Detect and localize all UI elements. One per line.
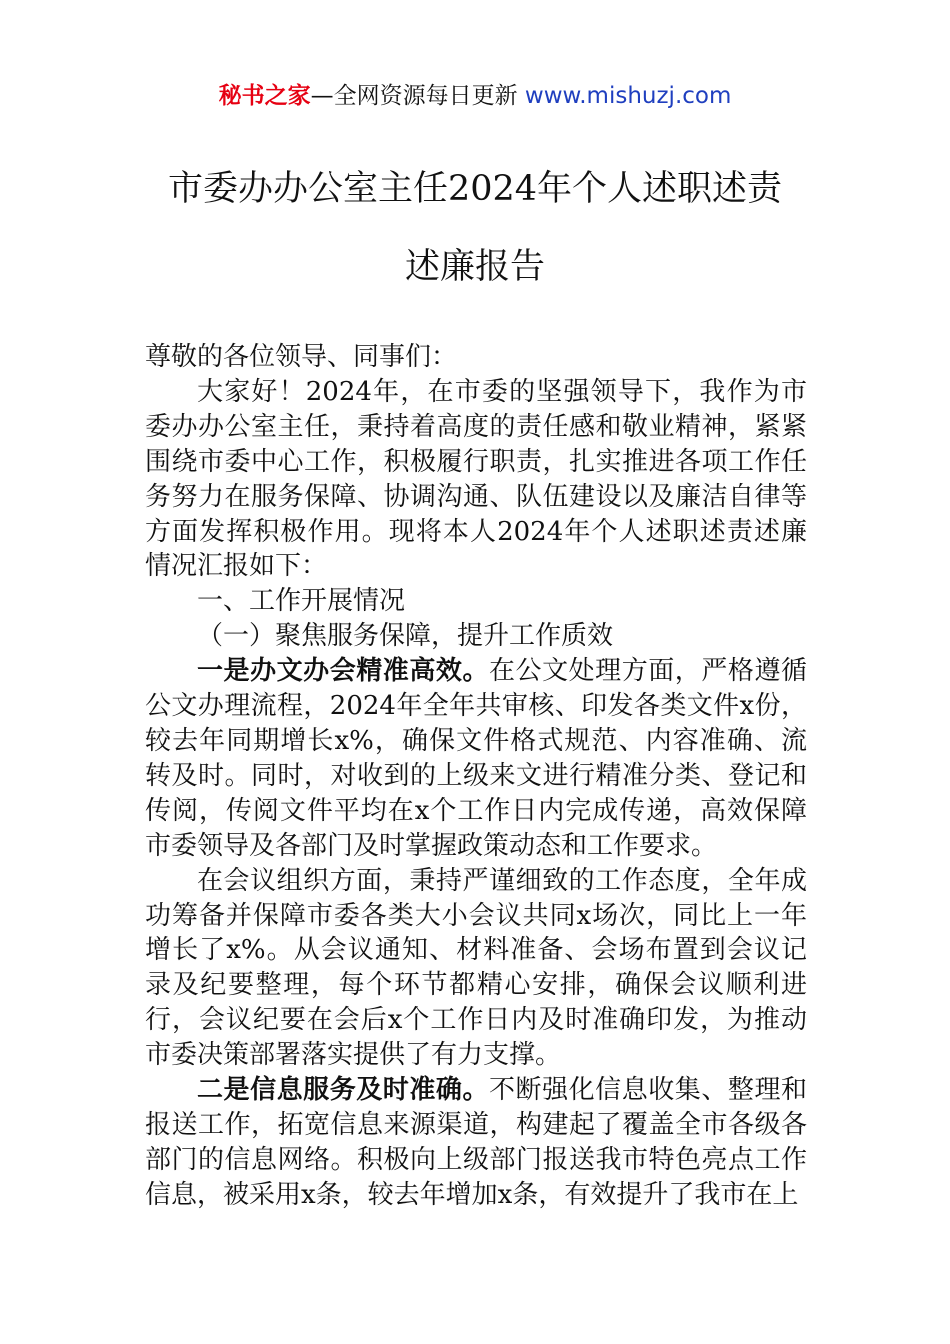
- item2-paragraph: [145, 1073, 807, 1213]
- section-subheading: （一）聚焦服务保障，提升工作质效: [197, 621, 614, 652]
- site-tagline: —全网资源每日更新: [310, 83, 525, 109]
- section-heading: 一、工作开展情况: [197, 586, 406, 617]
- meeting-paragraph: 在会议组织方面，秉持严谨细致的工作态度，全年成功筹备并保障市委各类大小会议共同x场次，同比上一年增长了x%。从会议通知、材料准备、会场布置到会议记录及纪要整理，每个环节都精心安排，确保会议顺利进行，会议纪要在会后x个工作日内及时准确印发，为推动市委决策部署落实提供了有力支撑。: [145, 865, 807, 1071]
- site-header: [0, 80, 950, 112]
- item2-text: 不断强化信息收集、整理和报送工作，拓宽信息来源渠道，构建起了覆盖全市各级各部门的信息网络。积极向上级部门报送我市特色亮点工作信息，被采用x条，较去年增加x条，有效提升了我市在上: [145, 1075, 807, 1210]
- item1-text: 在公文处理方面，严格遵循公文办理流程，2024年全年共审核、印发各类文件x份，较去年同期增长x%，确保文件格式规范、内容准确、流转及时。同时，对收到的上级来文进行精准分类、登记和传阅，传阅文件平均在x个工作日内完成传递，高效保障市委领导及各部门及时掌握政策动态和工作要求。: [145, 656, 807, 861]
- item2-lead: 二是信息服务及时准确。: [197, 1075, 489, 1106]
- site-brand: 秘书之家: [218, 83, 311, 109]
- item1-paragraph: [145, 654, 807, 863]
- salutation: 尊敬的各位领导、同事们：: [145, 342, 458, 372]
- title-line-1: 市委办办公室主任2024年个人述职述责: [167, 169, 783, 209]
- document-title: [120, 150, 830, 306]
- site-url-link[interactable]: www.mishuzj.com: [524, 83, 732, 109]
- intro-paragraph: 大家好！2024年，在市委的坚强领导下，我作为市委办办公室主任，秉持着高度的责任感和敬业精神，紧紧围绕市委中心工作，积极履行职责，扎实推进各项工作任务努力在服务保障、协调沟通、队伍建设以及廉洁自律等方面发挥积极作用。现将本人2024年个人述职述责述廉情况汇报如下：: [145, 376, 807, 582]
- document-body: [145, 340, 807, 1213]
- title-line-2: 述廉报告: [404, 247, 545, 287]
- item1-lead: 一是办文办会精准高效。: [197, 656, 489, 687]
